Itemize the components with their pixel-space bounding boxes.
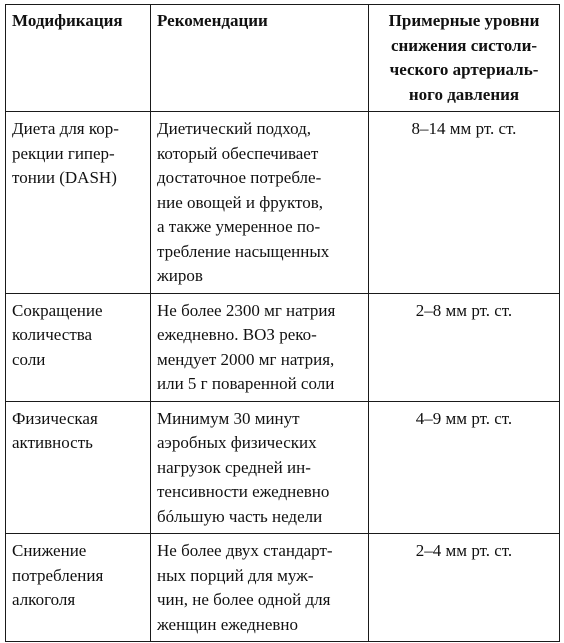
effect-cell: 8–14 мм рт. ст. [369, 112, 560, 294]
recommendation-cell: Не более двух стандарт- ных порций для муж- чин, не более одной для женщин ежедневно [151, 534, 369, 642]
table-header [6, 5, 560, 112]
table-row [6, 534, 560, 642]
recommendation-cell: Диетический подход, который обеспечивает достаточное потребле- ние овощей и фруктов, а также умеренное по- требление насыщенных жиров [151, 112, 369, 294]
header-modification: Модификация [6, 5, 151, 112]
modification-cell: Диета для кор- рекции гипер- тонии (DASH) [6, 112, 151, 294]
recommendations-table [5, 4, 560, 642]
header-bp-reduction: Примерные уровни снижения систоли- ческого артериаль- ного давления [369, 5, 560, 112]
modification-cell: Снижение потребления алкоголя [6, 534, 151, 642]
header-recommendations: Рекомендации [151, 5, 369, 112]
header-row [6, 5, 560, 112]
modification-cell: Сокращение количества соли [6, 293, 151, 401]
modification-cell: Физическая активность [6, 401, 151, 534]
effect-cell: 2–4 мм рт. ст. [369, 534, 560, 642]
table-row [6, 112, 560, 294]
effect-cell: 2–8 мм рт. ст. [369, 293, 560, 401]
recommendation-cell: Минимум 30 минут аэробных физических нагрузок средней ин- тенсивности ежедневно бóльшую часть недели [151, 401, 369, 534]
effect-cell: 4–9 мм рт. ст. [369, 401, 560, 534]
table-row [6, 293, 560, 401]
table-row [6, 401, 560, 534]
recommendation-cell: Не более 2300 мг натрия ежедневно. ВОЗ реко- мендует 2000 мг натрия, или 5 г поваренной соли [151, 293, 369, 401]
table-body [6, 112, 560, 642]
